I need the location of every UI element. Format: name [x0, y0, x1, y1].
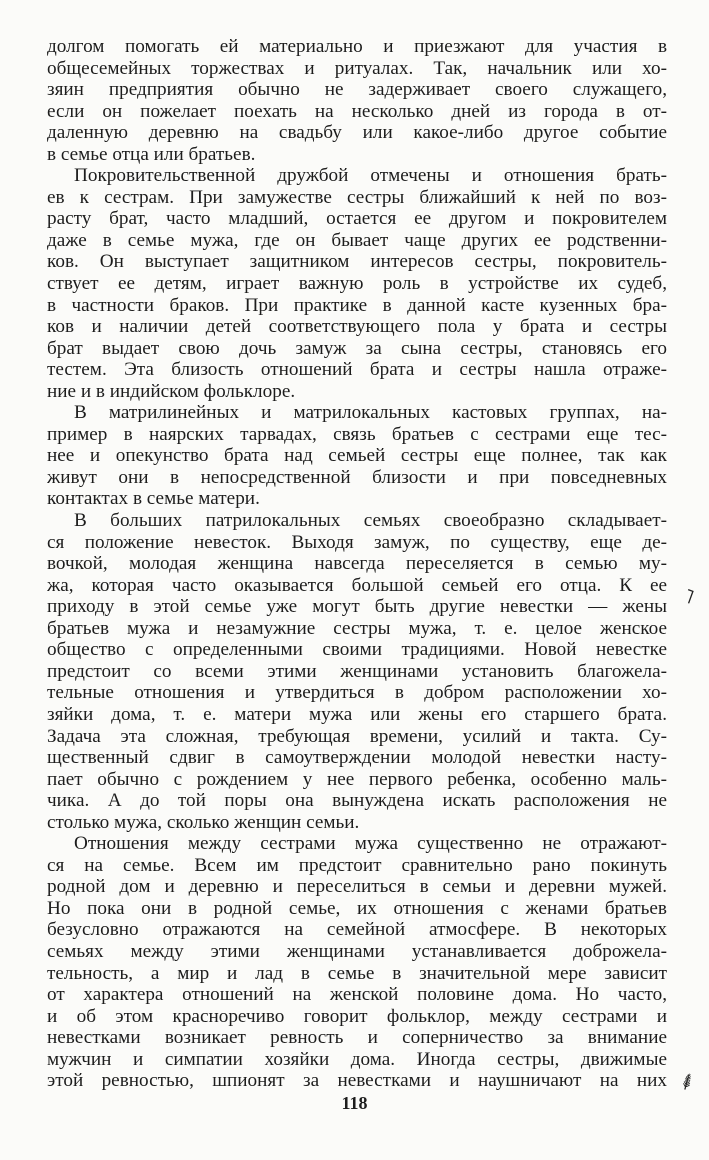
- text-line: тестем. Эта близость отношений брата и сестры нашла отраже-: [47, 359, 667, 381]
- text-line: ков. Он выступает защитником интересов сестры, покровитель-: [47, 251, 667, 273]
- text-line: нее и опекунство брата над семьей сестры еще полнее, так как: [47, 445, 667, 467]
- text-line: семьях между этими женщинами устанавливается доброжела-: [47, 940, 667, 962]
- text-line: мужчин и симпатии хозяйки дома. Иногда сестры, движимые: [47, 1048, 667, 1070]
- text-line: пает обычно с рождением у нее первого ребенка, особенно маль-: [47, 768, 667, 790]
- text-line: контактах в семье матери.: [47, 488, 260, 510]
- text-line: ся положение невесток. Выходя замуж, по существу, еще де-: [47, 531, 667, 553]
- text-line: ся на семье. Всем им предстоит сравнительно рано покинуть: [47, 854, 667, 876]
- text-line: в частности браков. При практике в данной касте кузенных бра-: [47, 294, 667, 316]
- text-line: тельные отношения и утвердиться в добром расположении хо-: [47, 682, 667, 704]
- text-line: живут они в непосредственной близости и при повседневных: [47, 466, 667, 488]
- text-line: Покровительственной дружбой отмечены и отношения брать-: [74, 165, 667, 187]
- text-line: общесемейных торжествах и ритуалах. Так, начальник или хо-: [47, 57, 667, 79]
- text-line: общество с определенными своими традициями. Новой невестке: [47, 639, 667, 661]
- text-line: чика. А до той поры она вынуждена искать расположения не: [47, 790, 667, 812]
- page-text: [47, 36, 667, 1092]
- text-line: Но пока они в родной семье, их отношения с женами братьев: [47, 897, 667, 919]
- text-line: зяйки дома, т. е. матери мужа или жены его старшего брата.: [47, 703, 667, 725]
- text-line: зяин предприятия обычно не задерживает своего служащего,: [47, 79, 667, 101]
- text-line: столько мужа, сколько женщин семьи.: [47, 811, 360, 833]
- text-line: и об этом красноречиво говорит фольклор, между сестрами и: [47, 1005, 667, 1027]
- text-line: брат выдает свою дочь замуж за сына сестры, становясь его: [47, 337, 667, 359]
- margin-mark: ˥: [680, 583, 698, 609]
- page-number: 118: [341, 1093, 368, 1113]
- text-line: долгом помогать ей материально и приезжают для участия в: [47, 36, 667, 57]
- text-line: Отношения между сестрами мужа существенно не отражают-: [74, 833, 667, 855]
- text-line: тельность, а мир и лад в семье в значительной мере зависит: [47, 962, 667, 984]
- text-line: щественный сдвиг в самоутверждении молодой невестки насту-: [47, 747, 667, 769]
- text-line: жа, которая часто оказывается большой семьей его отца. К ее: [47, 574, 667, 596]
- margin-mark: ⸙: [674, 1065, 700, 1097]
- text-line: В больших патрилокальных семьях своеобразно складывает-: [74, 510, 667, 532]
- text-line: ев к сестрам. При замужестве сестры ближайший к ней по воз-: [47, 186, 667, 208]
- text-line: невестками возникает ревность и соперничество за внимание: [47, 1027, 667, 1049]
- text-line: расту брат, часто младший, остается ее другом и покровителем: [47, 208, 667, 230]
- text-line: В матрилинейных и матрилокальных кастовых группах, на-: [74, 402, 667, 424]
- text-line: этой ревностью, шпионят за невестками и наушничают на них: [47, 1070, 667, 1092]
- text-line: от характера отношений на женской половине дома. Но часто,: [47, 984, 667, 1006]
- text-line: безусловно отражаются на семейной атмосфере. В некоторых: [47, 919, 667, 941]
- text-line: вочкой, молодая женщина навсегда переселяется в семью му-: [47, 553, 667, 575]
- text-line: ствует ее детям, играет важную роль в устройстве их судеб,: [47, 273, 667, 295]
- text-line: ков и наличии детей соответствующего пола у брата и сестры: [47, 316, 667, 338]
- text-line: даже в семье мужа, где он бывает чаще других ее родственни-: [47, 229, 667, 251]
- text-line: Задача эта сложная, требующая времени, усилий и такта. Су-: [47, 725, 667, 747]
- text-line: братьев мужа и незамужние сестры мужа, т. е. целое женское: [47, 617, 667, 639]
- text-line: если он пожелает поехать на несколько дней из города в от-: [47, 100, 667, 122]
- text-line: предстоит со всеми этими женщинами установить благожела-: [47, 660, 667, 682]
- text-line: даленную деревню на свадьбу или какое-либо другое событие: [47, 122, 667, 144]
- text-line: ние и в индийском фольклоре.: [47, 380, 296, 402]
- text-line: пример в наярских тарвадах, связь братьев с сестрами еще тес-: [47, 423, 667, 445]
- text-line: в семье отца или братьев.: [47, 143, 256, 165]
- text-line: приходу в этой семье уже могут быть другие невестки — жены: [47, 596, 667, 618]
- text-line: родной дом и деревню и переселиться в семьи и деревни мужей.: [47, 876, 667, 898]
